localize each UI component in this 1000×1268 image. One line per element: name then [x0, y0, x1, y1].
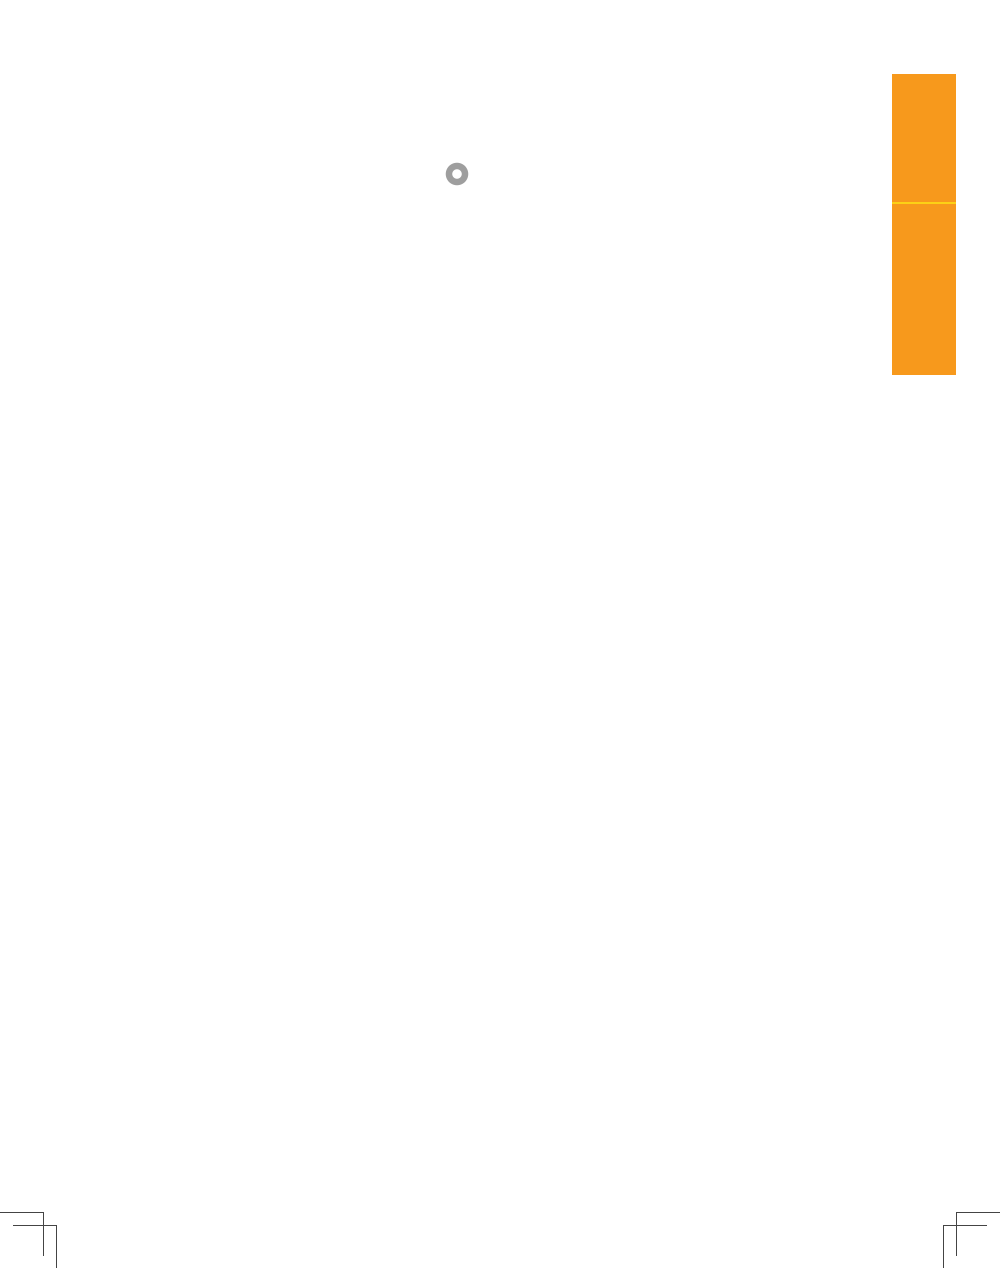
- crop-mark: [0, 1212, 44, 1213]
- crop-mark: [13, 1225, 57, 1226]
- ring-icon: [445, 162, 469, 186]
- figure-1: [280, 800, 680, 1100]
- crop-mark: [943, 1225, 944, 1268]
- newsletter-volume-label: [892, 86, 956, 198]
- crop-mark: [56, 1225, 57, 1268]
- section-side-tab: [892, 74, 956, 375]
- lattice-diagram: [280, 800, 680, 1100]
- side-tab-divider: [892, 202, 956, 204]
- crop-mark: [43, 1212, 44, 1256]
- section-title-label: [892, 214, 956, 324]
- crop-mark: [956, 1212, 1000, 1213]
- crop-mark: [943, 1225, 987, 1226]
- crop-mark: [956, 1212, 957, 1256]
